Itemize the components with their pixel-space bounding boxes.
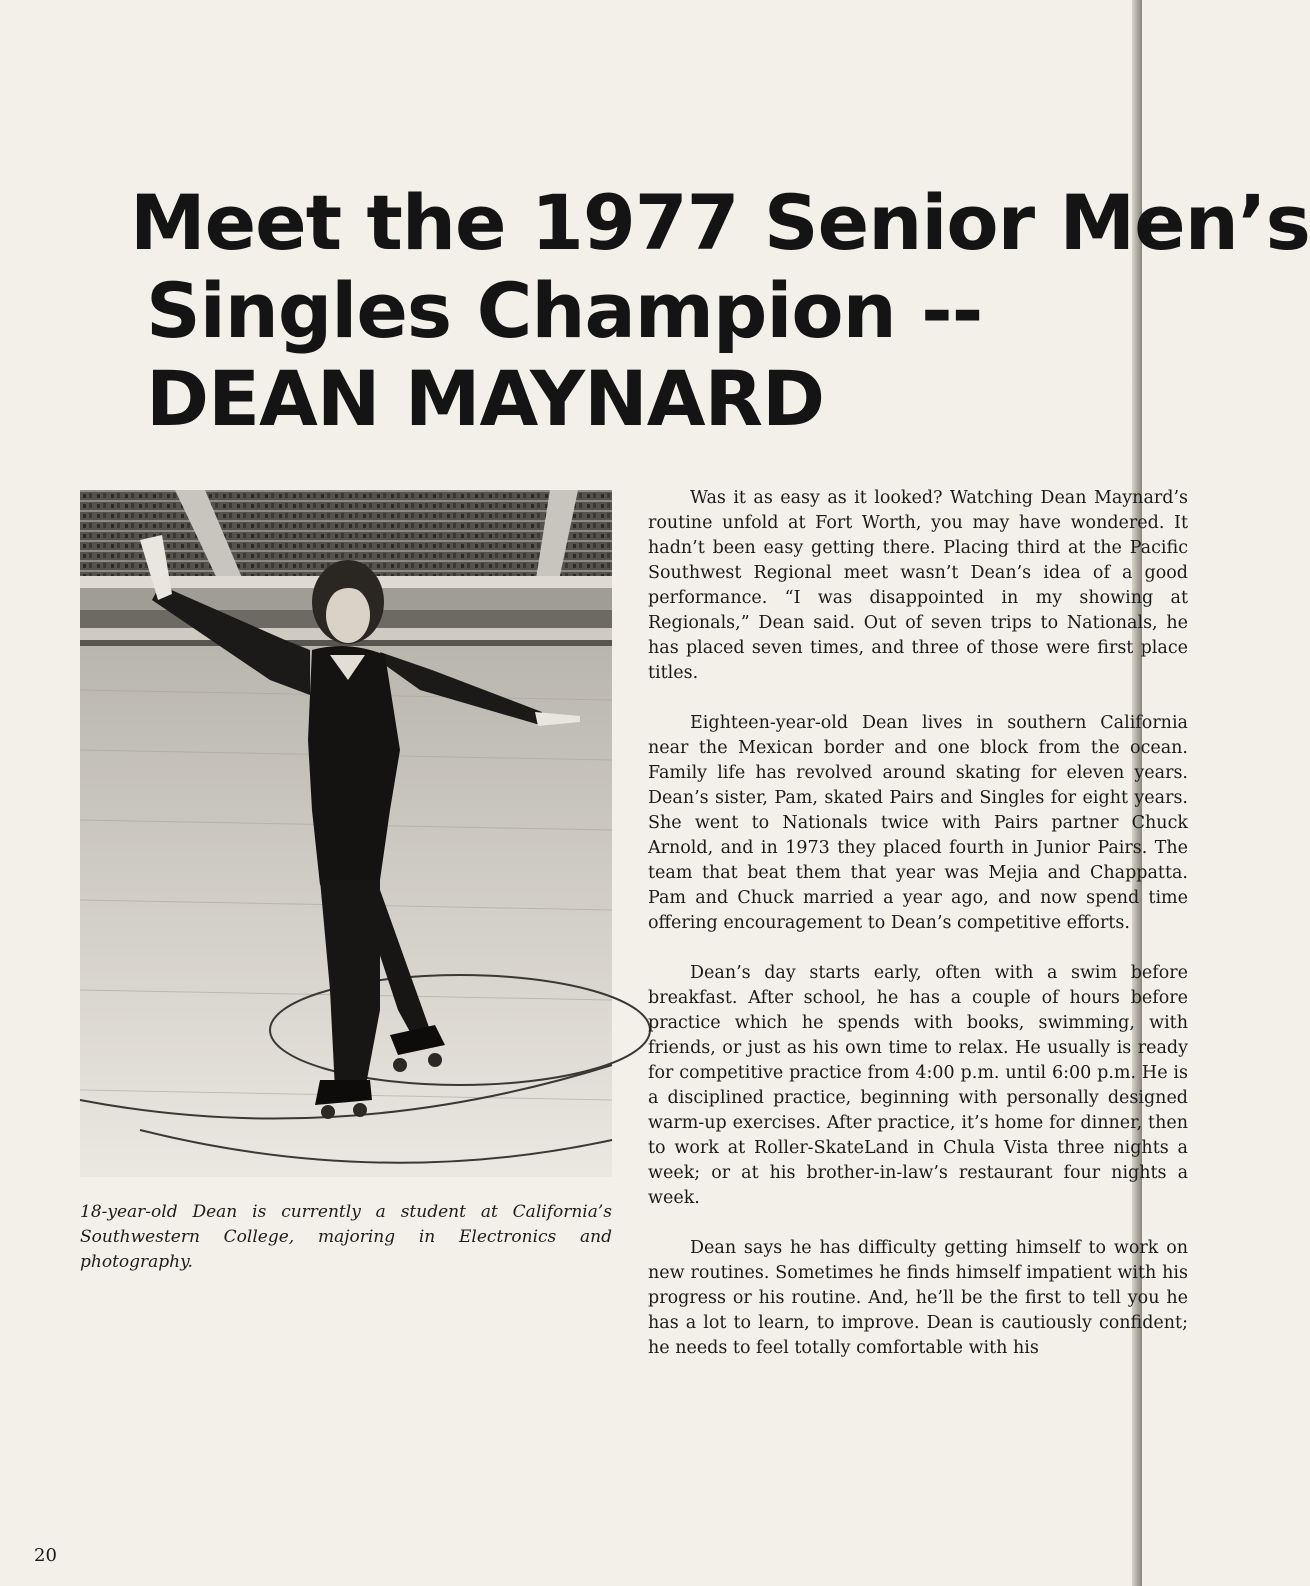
- photo-caption: [80, 1200, 612, 1275]
- body-paragraph: Dean’s day starts early, often with a swim before breakfast. After school, he has a couple of hours before practice which he spends with books, swimming, with friends, or just as his own time to relax. He usually is ready for competitive practice from 4:00 p.m. until 6:00 p.m. He is a disciplined practice, beginning with personally designed warm-up exercises. After practice, it’s home for dinner, then to work at Roller-SkateLand in Chula Vista three nights a week; or at his brother-in-law’s restaurant four nights a week.: [648, 963, 1188, 1208]
- skater-photo: [80, 490, 612, 1177]
- body-paragraph: Eighteen-year-old Dean lives in southern California near the Mexican border and one block from the ocean. Family life has revolved around skating for eleven years. Dean’s sister, Pam, skated Pairs and Singles for eight years. She went to Nationals twice with Pairs partner Chuck Arnold, and in 1973 they placed fourth in Junior Pairs. The team that beat them that year was Mejia and Chappatta. Pam and Chuck married a year ago, and now spend time offering encouragement to Dean’s competitive efforts.: [648, 713, 1188, 933]
- skater-photo-illustration: [80, 490, 612, 1177]
- headline: [130, 180, 1310, 444]
- body-paragraph: Was it as easy as it looked? Watching Dean Maynard’s routine unfold at Fort Worth, you may have wondered. It hadn’t been easy getting there. Placing third at the Pacific Southwest Regional meet wasn’t Dean’s idea of a good performance. “I was disappointed in my showing at Regionals,” Dean said. Out of seven trips to Nationals, he has placed seven times, and three of those were first place titles.: [648, 488, 1188, 683]
- caption-text: 18-year-old Dean is currently a student at California’s Southwestern College, majoring in Electronics and photography.: [80, 1202, 612, 1272]
- article-body: [648, 486, 1188, 1386]
- headline-line-1: Meet the 1977 Senior Men’s: [130, 178, 1310, 267]
- headline-line-3: DEAN MAYNARD: [146, 354, 825, 443]
- body-paragraph: Dean says he has difficulty getting himself to work on new routines. Sometimes he finds himself impatient with his progress or his routine. And, he’ll be the first to tell you he has a lot to learn, to improve. Dean is cautiously confident; he needs to feel totally comfortable with his: [648, 1238, 1188, 1358]
- page-number: 20: [34, 1545, 57, 1566]
- headline-line-2: Singles Champion --: [146, 266, 983, 355]
